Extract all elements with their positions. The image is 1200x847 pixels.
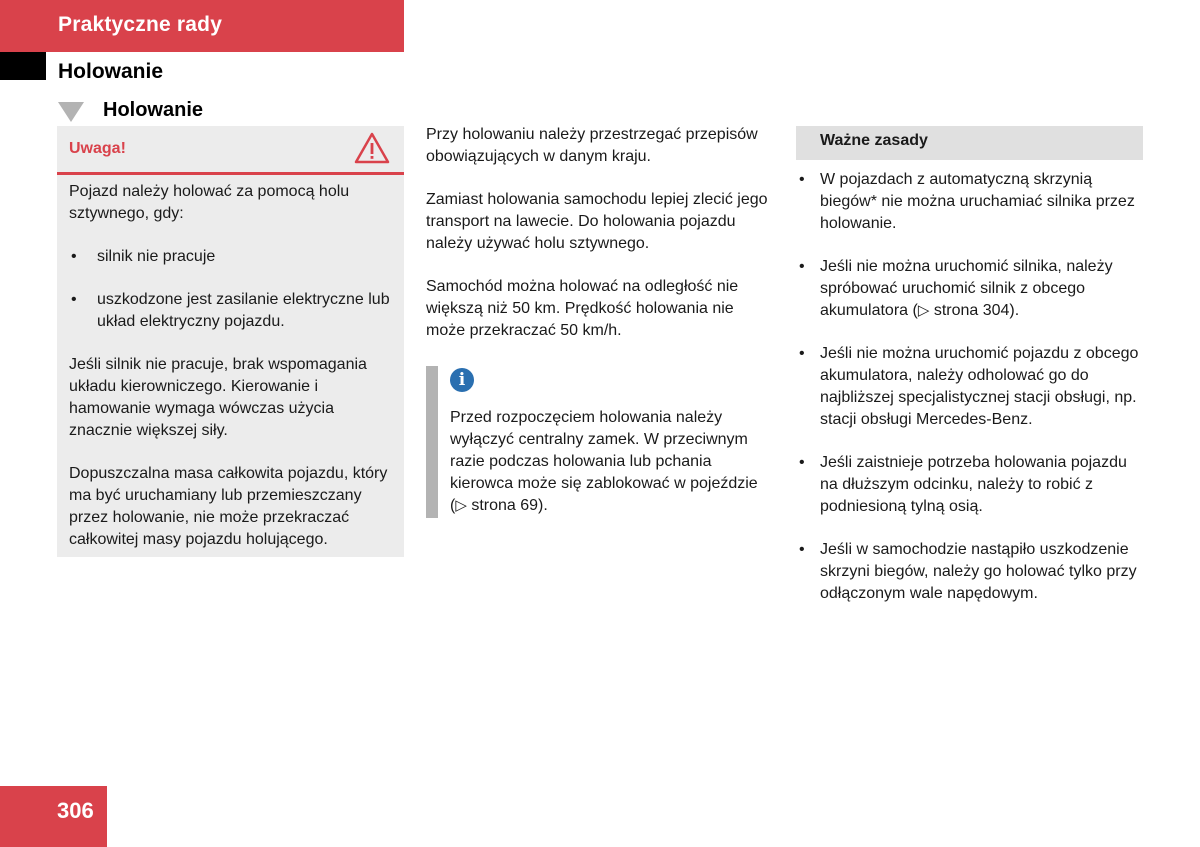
- warning-paragraph: Dopuszczalna masa całkowita pojazdu, który ma być uruchamiany lub przemieszczany przez holowanie, nie może przekraczać całkowitej masy pojazdu holującego.: [69, 465, 388, 548]
- rules-title: Ważne zasady: [820, 132, 928, 149]
- bullet: •: [799, 171, 805, 188]
- bullet: •: [799, 541, 805, 558]
- page-reference[interactable]: strona 69).: [466, 497, 548, 514]
- list-item: [796, 343, 1146, 431]
- chapter-title: Praktyczne rady: [58, 13, 223, 36]
- warning-intro: Pojazd należy holować za pomocą holu sztywnego, gdy:: [69, 183, 350, 222]
- page-number-box: [0, 786, 107, 847]
- warning-paragraph: Jeśli silnik nie pracuje, brak wspomagania układu kierowniczego. Kierowanie i hamowanie wymaga wówczas użycia znacznie większej siły.: [69, 356, 367, 439]
- bullet: •: [799, 454, 805, 471]
- list-item-text: Jeśli w samochodzie nastąpiło uszkodzenie skrzyni biegów, należy go holować tylko przy odłączonym wale napędowym.: [820, 541, 1137, 602]
- chapter-header-bar: [0, 0, 404, 52]
- warning-bullet-list: [69, 246, 399, 333]
- list-item: [796, 256, 1146, 322]
- warning-triangle-icon: [354, 132, 390, 164]
- bullet: •: [799, 345, 805, 362]
- info-icon: i: [450, 368, 474, 392]
- warning-body: [69, 181, 399, 551]
- triangle-down-icon: [58, 102, 84, 122]
- bullet: •: [71, 291, 77, 308]
- list-item-text: uszkodzone jest zasilanie elektryczne lub układ elektryczny pojazdu.: [97, 291, 390, 330]
- list-item-text: Jeśli zaistnieje potrzeba holowania pojazdu na dłuższym odcinku, należy to robić z podniesioną tylną osią.: [820, 454, 1127, 515]
- page-reference[interactable]: strona 304).: [929, 302, 1020, 319]
- page-number: 306: [57, 798, 94, 823]
- list-item: [796, 169, 1146, 235]
- warning-title: Uwaga!: [69, 140, 126, 157]
- rules-header: [796, 126, 1143, 160]
- bullet: •: [799, 258, 805, 275]
- list-item-text: silnik nie pracuje: [97, 248, 216, 265]
- list-item-text: W pojazdach z automatyczną skrzynią biegów* nie można uruchamiać silnika przez holowanie.: [820, 171, 1135, 232]
- info-bar: [426, 366, 438, 518]
- main-text-column: [426, 124, 774, 363]
- page-ref-arrow-icon: ▷: [455, 497, 467, 514]
- list-item: [69, 289, 399, 333]
- info-note: [426, 366, 776, 518]
- bullet: •: [71, 248, 77, 265]
- list-item-text: Jeśli nie można uruchomić pojazdu z obcego akumulatora, należy odholować go do najbliższej specjalistycznej stacji obsługi, np. stacji obsługi Mercedes-Benz.: [820, 345, 1139, 428]
- warning-header: [57, 126, 404, 175]
- list-item: [69, 246, 399, 268]
- paragraph: Samochód można holować na odległość nie większą niż 50 km. Prędkość holowania nie może przekraczać 50 km/h.: [426, 278, 739, 339]
- subsection-title: Holowanie: [103, 99, 204, 121]
- list-item: [796, 452, 1146, 518]
- rules-list: [796, 169, 1146, 626]
- list-item-text: Jeśli nie można uruchomić silnika, należy spróbować uruchomić silnik z obcego akumulatora (: [820, 258, 1113, 319]
- info-text: [450, 407, 762, 517]
- section-title: Holowanie: [58, 60, 164, 83]
- section-marker: [0, 52, 46, 80]
- list-item: [796, 539, 1146, 605]
- warning-box: [57, 126, 404, 557]
- page-ref-arrow-icon: ▷: [917, 302, 930, 319]
- paragraph: Zamiast holowania samochodu lepiej zlecić jego transport na lawecie. Do holowania pojazdu należy używać holu sztywnego.: [426, 191, 768, 252]
- info-body: Przed rozpoczęciem holowania należy wyłączyć centralny zamek. W przeciwnym razie podczas holowania lub pchania kierowca może się zablokować w pojeździe (: [450, 409, 758, 514]
- paragraph: Przy holowaniu należy przestrzegać przepisów obowiązujących w danym kraju.: [426, 126, 758, 165]
